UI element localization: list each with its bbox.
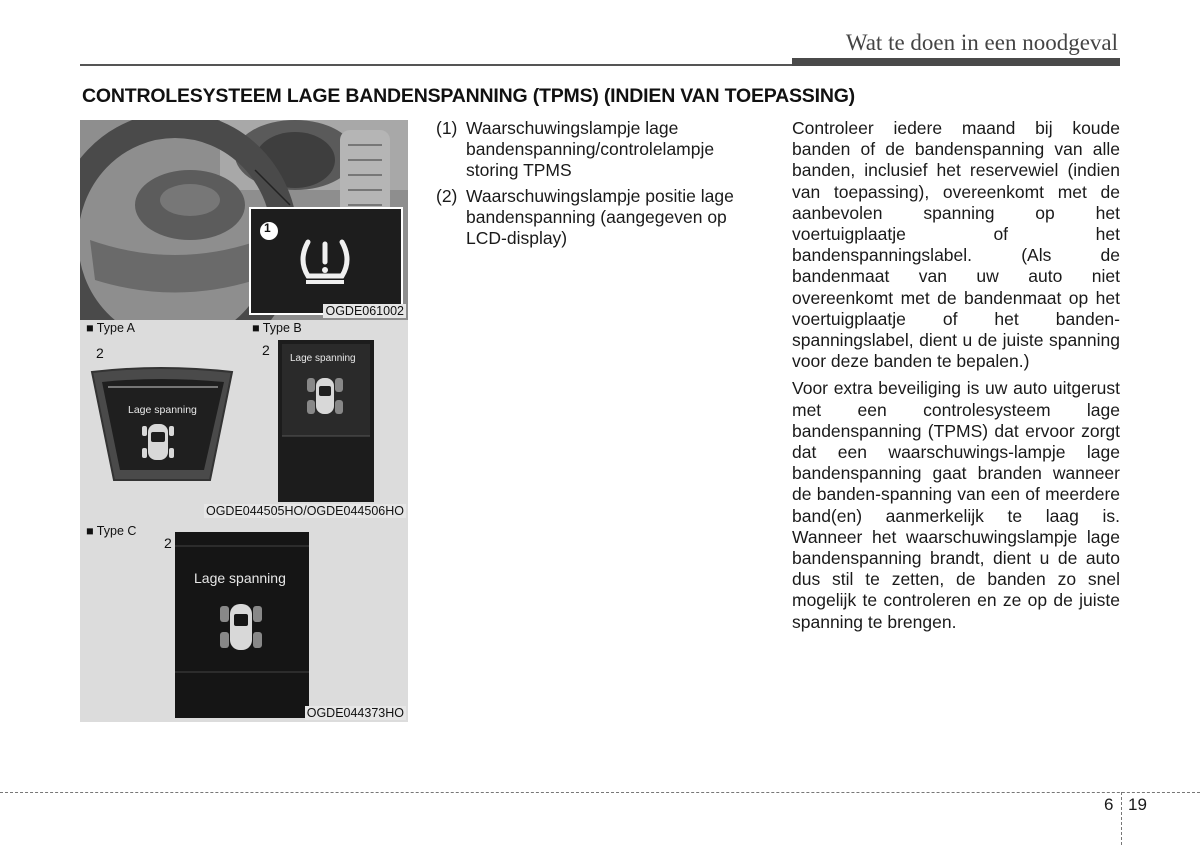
screen-text-type-a: Lage spanning — [128, 404, 197, 416]
callout-2-type-c: 2 — [164, 535, 172, 551]
body-paragraph: Controleer iedere maand bij koude banden of de bandenspanning van alle banden, inclusief het reservewiel (indien van toepassing), overeenkomt met de aanbevolen spanning op het voertuigplaatje of het bandenspanningslabel. (Als de bandenmaat van uw auto niet overeenkomt met de bandenmaat op het voertuigplaatje of het banden-spanningslabel, dient u de juiste spanning voor deze banden te bepalen.) — [792, 118, 1120, 372]
footer-vertical-divider — [1121, 792, 1122, 845]
legend — [436, 118, 766, 254]
dashboard-illustration — [80, 120, 408, 320]
chapter-number: 6 — [1104, 795, 1114, 814]
body-paragraph: Voor extra beveiliging is uw auto uitgerust met een controlesysteem lage bandenspanning (TPMS) dat ervoor zorgt dat een waarschuwings-lampje lage bandenspanning gaat branden wanneer de banden-spanning van een of meerdere band(en) aanmerkelijk te laag is. Wanneer het waarschuwingslampje lage bandenspanning brandt, dient u de auto dus stil te zetten, de banden zo snel mogelijk te controleren en ze op de juiste spanning te brengen. — [792, 378, 1120, 632]
legend-num: (1) — [436, 118, 458, 138]
type-c-label: ■ Type C — [86, 524, 137, 538]
figure-dashboard — [80, 120, 408, 320]
legend-text: Waarschuwingslampje positie lage bandenspanning (aangegeven op LCD-display) — [466, 186, 734, 248]
legend-text: Waarschuwingslampje lage bandenspanning/controlelampje storing TPMS — [466, 118, 715, 180]
type-b-label: ■ Type B — [252, 321, 302, 335]
header-title: Wat te doen in een noodgeval — [845, 30, 1118, 55]
type-a-label: ■ Type A — [86, 321, 136, 335]
header-bar — [792, 58, 1120, 66]
callout-2-type-b: 2 — [262, 342, 270, 358]
footer-divider — [0, 792, 1200, 793]
callout-2-type-a: 2 — [96, 345, 104, 361]
type-c-display — [80, 522, 408, 722]
figure-code: OGDE061002 — [325, 304, 404, 318]
page-number: 19 — [1128, 795, 1147, 814]
legend-num: (2) — [436, 186, 458, 206]
figure-code: OGDE044373HO — [306, 706, 404, 720]
figure-code: OGDE044505HO/OGDE044506HO — [205, 504, 404, 518]
body-column — [792, 118, 1120, 639]
type-b-display — [80, 320, 408, 522]
legend-item — [436, 118, 766, 181]
section-heading: CONTROLESYSTEEM LAGE BANDENSPANNING (TPMS) (INDIEN VAN TOEPASSING) — [82, 85, 855, 107]
callout-1: 1 — [264, 221, 271, 235]
figure-type-a-b — [80, 320, 408, 522]
screen-text-type-c: Lage spanning — [194, 570, 286, 586]
screen-text-type-b: Lage spanning — [290, 353, 356, 364]
legend-item — [436, 186, 766, 249]
figure-type-c — [80, 522, 408, 722]
